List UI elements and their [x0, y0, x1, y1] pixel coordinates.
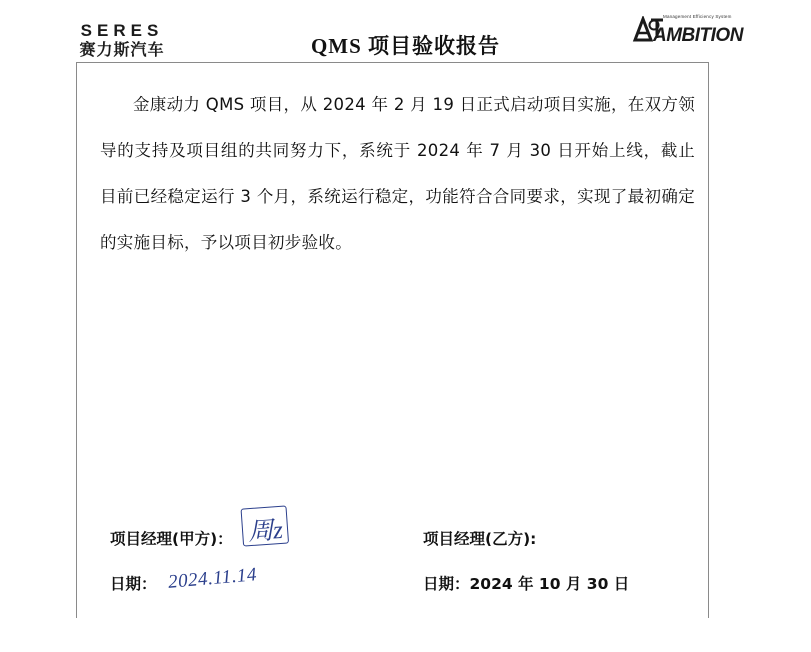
body-paragraph: 金康动力 QMS 项目，从 2024 年 2 月 19 日正式启动项目实施，在双方领导的支持及项目组的共同努力下，系统于 2024 年 7 月 30 日开始上线，截止目前已经稳定运行 3 个月，系统运行稳定，功能符合合同要求，实现了最初确定的实施目标，予以项目初步验收。	[100, 95, 695, 252]
party-a-signature-text: 周z	[247, 516, 284, 547]
party-a-date-label: 日期：	[110, 575, 157, 593]
party-b-date-label: 日期：2024 年 10 月 30 日	[423, 575, 630, 593]
ambition-wordmark: AMBITION	[653, 25, 743, 46]
ambition-tagline: Management Efficiency System	[663, 14, 732, 19]
party-b-role-label: 项目经理(乙方):	[423, 530, 537, 548]
document-header	[0, 0, 811, 62]
party-a-handwritten-signature	[247, 510, 284, 548]
seres-logo-cn: 赛力斯汽车	[79, 40, 165, 59]
ambition-logo	[623, 14, 753, 56]
signature-box-icon	[241, 505, 290, 546]
seres-logo-en: SERES	[80, 21, 164, 40]
party-a-role-label: 项目经理(甲方)：	[110, 530, 233, 548]
party-a-handwritten-date: 2024.11.14	[167, 564, 258, 593]
page-title: QMS 项目验收报告	[310, 34, 501, 58]
